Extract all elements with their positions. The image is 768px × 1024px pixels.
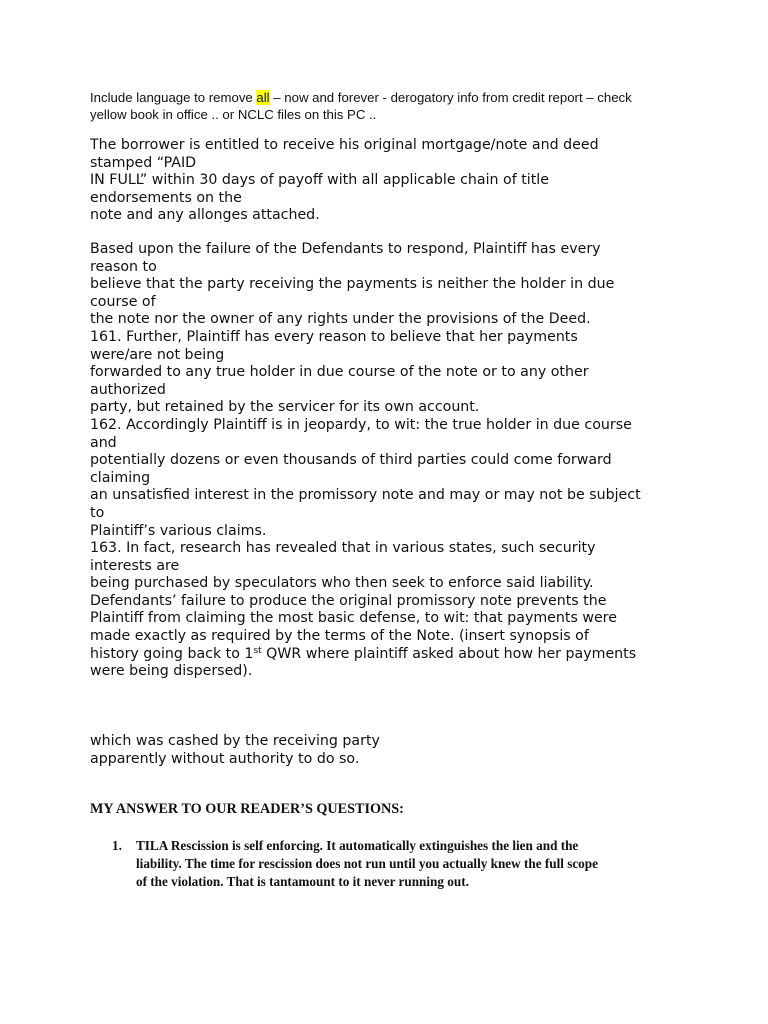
paragraph-line: course of [90,293,156,310]
paragraph-line: forwarded to any true holder in due course of the note or to any other [90,364,589,381]
paragraph-line: apparently without authority to do so. [90,750,360,767]
paragraph-line: 162. Accordingly Plaintiff is in jeopardy, to wit: the true holder in due course [90,416,632,433]
paragraph-line: made exactly as required by the terms of the Note. (insert synopsis of [90,628,589,645]
paragraph-line: believe that the party receiving the payments is neither the holder in due [90,276,615,293]
paragraph-line: the note nor the owner of any rights under the provisions of the Deed. [90,311,591,328]
history-text-start: history going back to 1 [90,645,254,662]
ordinal-superscript: st [253,645,262,656]
note-line-2: yellow book in office .. or NCLC files on this PC .. [90,107,377,122]
paragraph-line: being purchased by speculators who then seek to enforce said liability. [90,575,594,592]
paragraph-line: which was cashed by the receiving party [90,733,380,749]
paragraph-line: 161. Further, Plaintiff has every reason to believe that her payments [90,328,578,345]
editor-note [90,89,700,123]
paragraph-line: IN FULL” within 30 days of payoff with all applicable chain of title [90,172,549,189]
paragraph-line: authorized [90,381,166,398]
paragraph-line: were being dispersed). [90,663,253,680]
paragraph-line: Defendants’ failure to produce the original promissory note prevents the [90,592,607,609]
paragraph-line: claiming [90,469,151,486]
cashed-paragraph [90,733,730,768]
paragraph-line: interests are [90,557,180,574]
paragraph-line: stamped “PAID [90,154,197,171]
answer-line: of the violation. That is tantamount to it never running out. [136,874,469,889]
paragraph-line: Plaintiff from claiming the most basic defense, to wit: that payments were [90,610,617,627]
highlighted-word: all [256,90,270,105]
answer-line: liability. The time for rescission does not run until you actually knew the full scope [136,856,598,871]
paragraph-line: to [90,504,105,521]
note-text-start: Include language to remove [90,90,257,105]
paragraph-line: endorsements on the [90,189,242,206]
paragraph-line: party, but retained by the servicer for its own account. [90,399,480,416]
note-text-end: – now and forever - derogatory info from credit report – check [269,90,632,105]
list-number: 1. [112,838,122,853]
history-text-end: QWR where plaintiff asked about how her payments [261,645,637,662]
answer-heading: MY ANSWER TO OUR READER’S QUESTIONS: [90,801,404,817]
paragraph-line: reason to [90,258,157,275]
borrower-paragraph [90,137,730,225]
answer-list-item [112,837,712,891]
paragraph-line: The borrower is entitled to receive his original mortgage/note and deed [90,137,599,153]
paragraph-line: and [90,434,117,451]
paragraph-line: note and any allonges attached. [90,207,320,224]
paragraph-line: Based upon the failure of the Defendants to respond, Plaintiff has every [90,241,601,257]
paragraph-line: 163. In fact, research has revealed that in various states, such security [90,540,596,557]
paragraph-line: were/are not being [90,346,225,363]
paragraph-line: Plaintiff’s various claims. [90,522,267,539]
answer-line: TILA Rescission is self enforcing. It automatically extinguishes the lien and the [136,838,579,853]
paragraph-line: potentially dozens or even thousands of third parties could come forward [90,452,612,469]
history-line [90,646,730,664]
paragraph-line: an unsatisfied interest in the promissory note and may or may not be subject [90,487,641,504]
main-paragraph [90,241,730,681]
